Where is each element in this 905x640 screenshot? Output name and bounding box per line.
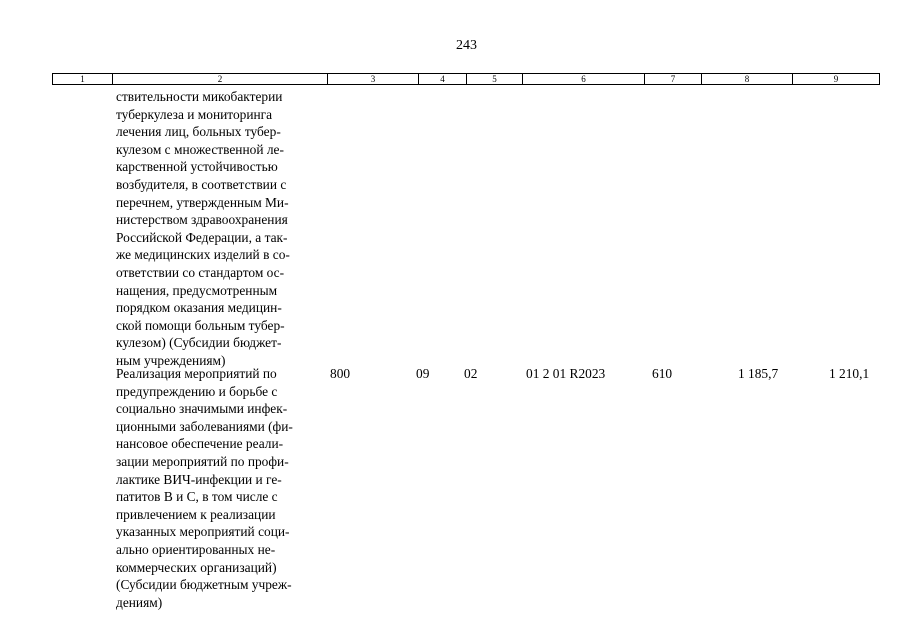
- text-line: ным учреждениям): [116, 353, 226, 368]
- header-col-7: 7: [644, 74, 701, 84]
- header-col-5: 5: [466, 74, 522, 84]
- row-2-col-3: 800: [330, 366, 351, 381]
- header-col-4: 4: [418, 74, 466, 84]
- text-line: перечнем, утвержденным Ми-: [116, 194, 289, 210]
- text-line: дениям): [116, 594, 163, 610]
- header-col-6: 6: [522, 74, 644, 84]
- text-line: зации мероприятий по профи-: [116, 454, 289, 469]
- row-2-col-7: 610: [652, 366, 673, 381]
- header-col-9: 9: [792, 74, 879, 84]
- text-line: возбудителя, в соответствии с: [116, 177, 287, 192]
- text-line: ответствии со стандартом ос-: [116, 265, 285, 280]
- text-line: лечения лиц, больных тубер-: [116, 124, 281, 140]
- row-2-col-6: 01 2 01 R2023: [526, 366, 606, 381]
- row-2-col-5: 02: [464, 366, 478, 381]
- header-col-3: 3: [327, 74, 418, 84]
- text-line: туберкулеза и мониторинга: [116, 106, 273, 122]
- text-line: коммерческих организаций): [116, 559, 277, 575]
- text-line: патитов В и С, в том числе с: [116, 489, 278, 505]
- text-line: порядком оказания медицин-: [116, 300, 282, 316]
- text-line: социально значимыми инфек-: [116, 401, 288, 417]
- text-line: (Субсидии бюджетным учреж-: [116, 577, 292, 593]
- text-line: ально ориентированных не-: [116, 542, 276, 557]
- text-line: Российской Федерации, а так-: [116, 229, 288, 245]
- text-line: ствительности микобактерии: [116, 89, 283, 104]
- text-line: ционными заболеваниями (фи-: [116, 418, 293, 434]
- text-line: карственной устойчивостью: [116, 159, 278, 175]
- text-line: привлечением к реализации: [116, 506, 276, 522]
- header-col-2: 2: [112, 74, 327, 84]
- text-line: лактике ВИЧ-инфекции и ге-: [116, 471, 282, 487]
- text-line: нащения, предусмотренным: [116, 282, 278, 298]
- header-col-8: 8: [701, 74, 792, 84]
- text-line: кулезом) (Субсидии бюджет-: [116, 335, 282, 351]
- text-line: нистерством здравоохранения: [116, 212, 288, 228]
- table-header-row: [52, 73, 880, 85]
- row-2-col-9: 1 210,1: [829, 366, 870, 381]
- text-line: ской помощи больным тубер-: [116, 317, 285, 333]
- text-line: нансовое обеспечение реали-: [116, 436, 284, 452]
- text-line: же медицинских изделий в со-: [116, 247, 290, 263]
- page-number: 243: [456, 38, 477, 53]
- text-line: предупреждению и борьбе с: [116, 383, 278, 399]
- text-line: Реализация мероприятий по: [116, 366, 277, 381]
- row-2-col-4: 09: [416, 366, 430, 381]
- header-col-1: 1: [80, 74, 85, 84]
- text-line: кулезом с множественной ле-: [116, 141, 284, 157]
- row-2-col-8: 1 185,7: [738, 366, 779, 381]
- text-line: указанных мероприятий соци-: [116, 524, 290, 540]
